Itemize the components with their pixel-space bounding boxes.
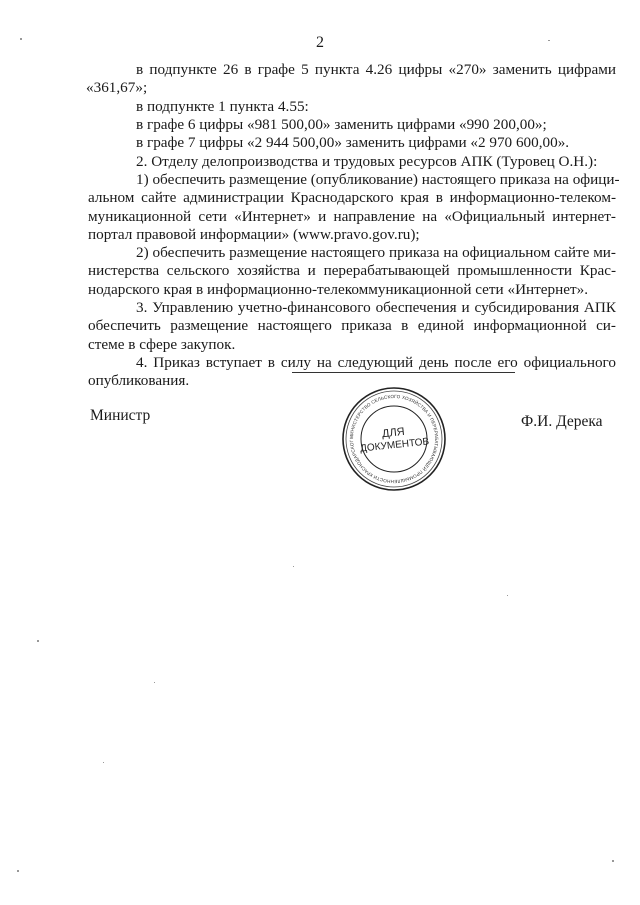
signer-name: Ф.И. Дерека — [521, 413, 603, 430]
text-line: 2) обеспечить размещение настоящего приказа на официальном сайте ми- — [136, 244, 616, 261]
text-line: в графе 7 цифры «2 944 500,00» заменить цифрами «2 970 600,00». — [136, 134, 570, 151]
text-line: в графе 6 цифры «981 500,00» заменить цифрами «990 200,00»; — [136, 116, 547, 133]
stamp-center-text-1: ДЛЯ — [381, 425, 406, 441]
text-line: обеспечить размещение настоящего приказа в единой информационной си- — [88, 317, 616, 334]
text-line: альном сайте администрации Краснодарского края в информационно-телеком- — [88, 189, 616, 206]
signer-title: Министр — [90, 407, 151, 424]
scan-speck — [548, 40, 550, 41]
stamp-ring-text: МИНИСТЕРСТВО СЕЛЬСКОГО ХОЗЯЙСТВА И ПЕРЕРАБАТЫВАЮЩЕЙ ПРОМЫШЛЕННОСТИ КРАСНОДАРСКОГ — [348, 393, 440, 485]
scan-speck — [17, 870, 19, 872]
official-stamp — [340, 385, 448, 493]
stamp-center-text-2: ДОКУМЕНТОВ — [359, 436, 430, 455]
text-line: 2. Отделу делопроизводства и трудовых ресурсов АПК (Туровец О.Н.): — [136, 153, 598, 170]
text-line: опубликования. — [88, 372, 190, 389]
scan-speck — [507, 595, 508, 596]
scan-speck — [103, 762, 104, 763]
signature-line — [292, 372, 515, 373]
scan-speck — [293, 566, 294, 567]
page-number: 2 — [316, 34, 324, 51]
scan-speck — [612, 860, 614, 862]
text-line: «361,67»; — [86, 79, 148, 96]
text-line: 4. Приказ вступает в силу на следующий день после его официального — [136, 354, 616, 371]
text-line: стеме в сфере закупок. — [88, 336, 236, 353]
text-line: в подпункте 26 в графе 5 пункта 4.26 цифры «270» заменить цифрами — [136, 61, 616, 78]
text-line: муникационной сети «Интернет» и направление на «Официальный интернет- — [88, 208, 616, 225]
text-line: нодарского края в информационно-телекоммуникационной сети «Интернет». — [88, 281, 589, 298]
text-line: портал правовой информации» (www.pravo.gov.ru); — [88, 226, 420, 243]
scan-speck — [37, 640, 39, 642]
text-line: 3. Управлению учетно-финансового обеспечения и субсидирования АПК — [136, 299, 616, 316]
scan-speck — [154, 682, 155, 683]
text-line: в подпункте 1 пункта 4.55: — [136, 98, 309, 115]
scan-speck — [20, 38, 22, 40]
text-line: нистерства сельского хозяйства и перерабатывающей промышленности Крас- — [88, 262, 616, 279]
text-line: 1) обеспечить размещение (опубликование) настоящего приказа на офици- — [136, 171, 620, 188]
